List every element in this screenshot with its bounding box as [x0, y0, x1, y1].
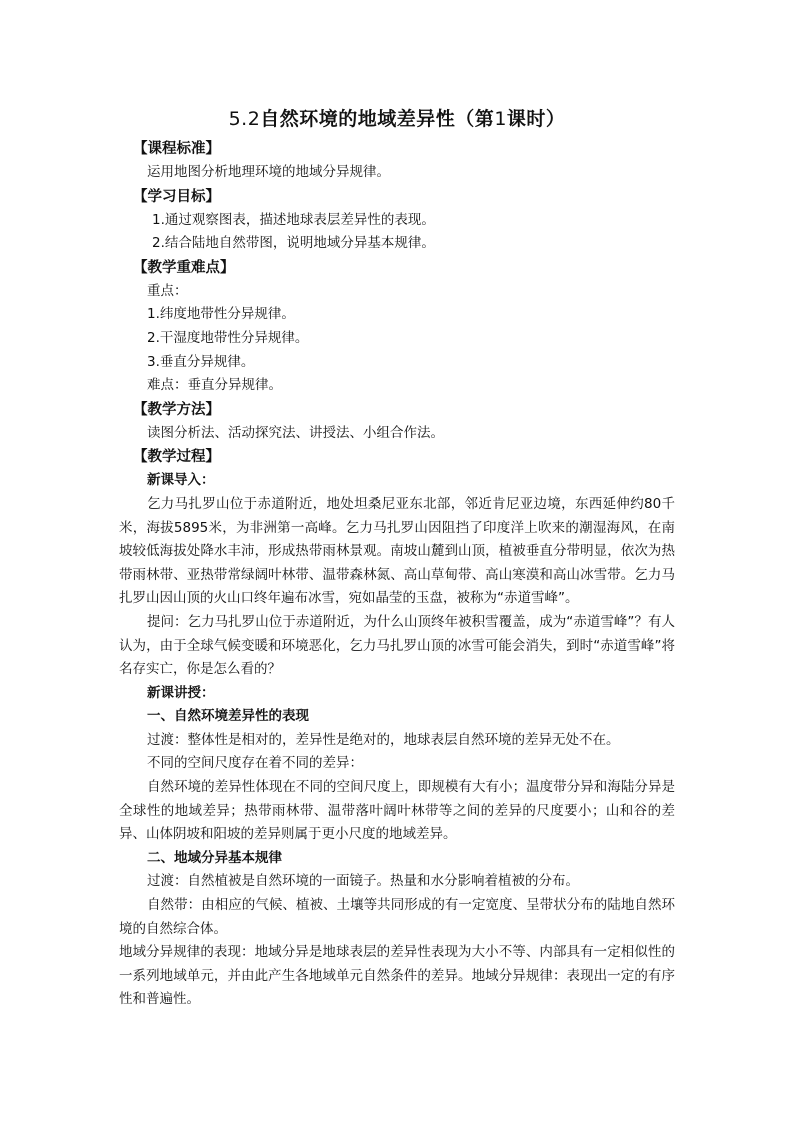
title-number: 5.2	[228, 108, 261, 130]
question-paragraph: 提问：乞力马扎罗山位于赤道附近，为什么山顶终年被积雪覆盖，成为“赤道雪峰”？有人认为，由于全球气候变暖和环境恶化，乞力马扎罗山顶的冰雪可能会消失，到时“赤道雪峰”将名存实亡，你是怎么看的？	[119, 613, 675, 678]
key-label: 重点：	[147, 282, 188, 299]
natural-zone-definition: 自然带：由相应的气候、植被、土壤等共同形成的有一定宽度、呈带状分布的陆地自然环境的自然综合体。	[119, 897, 675, 937]
title-end: 课时）	[506, 108, 566, 130]
section-heading-method: 【教学方法】	[133, 401, 220, 418]
part2-transition: 过渡：自然植被是自然环境的一面镜子。热量和水分影响着植被的分布。	[147, 873, 579, 890]
intro-heading: 新课导入：	[147, 472, 215, 489]
document-body	[119, 104, 675, 1012]
part1-transition: 过渡：整体性是相对的，差异性是绝对的，地球表层自然环境的差异无处不在。	[147, 731, 620, 748]
lecture-heading: 新课讲授：	[147, 684, 215, 701]
standard-text: 运用地图分析地理环境的地域分异规律。	[147, 164, 390, 180]
method-text: 读图分析法、活动探究法、讲授法、小组合作法。	[147, 424, 444, 441]
part1-heading: 一、自然环境差异性的表现	[147, 708, 309, 725]
section-heading-key-points: 【教学重难点】	[133, 259, 235, 276]
key-item: 2.干湿度地带性分异规律。	[147, 329, 309, 346]
section-heading-goals: 【学习目标】	[133, 188, 220, 205]
intro-paragraph: 乞力马扎罗山位于赤道附近，地处坦桑尼亚东北部，邻近肯尼亚边境，东西延伸约80千米，海拔5895米，为非洲第一高峰。乞力马扎罗山因阻挡了印度洋上吹来的潮湿海风，在南坡较低海拔处降水丰沛，形成热带雨林景观。南坡山麓到山顶，植被垂直分带明显，依次为热带雨林带、亚热带常绿阔叶林带、温带森林氮、高山草甸带、高山寒漠和高山冰雪带。乞力马扎罗山因山顶的火山口终年遍布冰雪，宛如晶莹的玉盘，被称为“赤道雪峰”。	[119, 495, 675, 607]
part1-scale-paragraph: 自然环境的差异性体现在不同的空间尺度上，即规模有大有小；温度带分异和海陆分异是全球性的地域差异；热带雨林带、温带落叶阔叶林带等之间的差异的尺度要小；山和谷的差异、山体阴坡和阳坡的差异则属于更小尺度的地域差异。	[119, 779, 675, 843]
part1-scale-intro: 不同的空间尺度存在着不同的差异：	[147, 755, 363, 772]
differentiation-paragraph: 地域分异规律的表现：地域分异是地球表层的差异性表现为大小不等、内部具有一定相似性的一系列地域单元，并由此产生各地域单元自然条件的差异。地域分异规律：表现出一定的有序性和普遍性。	[119, 944, 675, 1008]
section-heading-process: 【教学过程】	[133, 449, 220, 466]
difficulty-text: 难点：垂直分异规律。	[147, 377, 282, 394]
title-lesson-number: 1	[494, 108, 507, 130]
goal-item: 2.结合陆地自然带图，说明地域分异基本规律。	[152, 235, 435, 252]
key-item: 3.垂直分异规律。	[147, 353, 255, 370]
key-item: 1.纬度地带性分异规律。	[147, 306, 295, 323]
part2-heading: 二、地域分异基本规律	[147, 849, 282, 866]
section-heading-standard: 【课程标准】	[133, 141, 220, 157]
page-title	[119, 104, 675, 134]
title-text: 自然环境的地域差异性（第	[260, 108, 495, 130]
goal-item: 1.通过观察图表，描述地球表层差异性的表现。	[152, 211, 435, 228]
